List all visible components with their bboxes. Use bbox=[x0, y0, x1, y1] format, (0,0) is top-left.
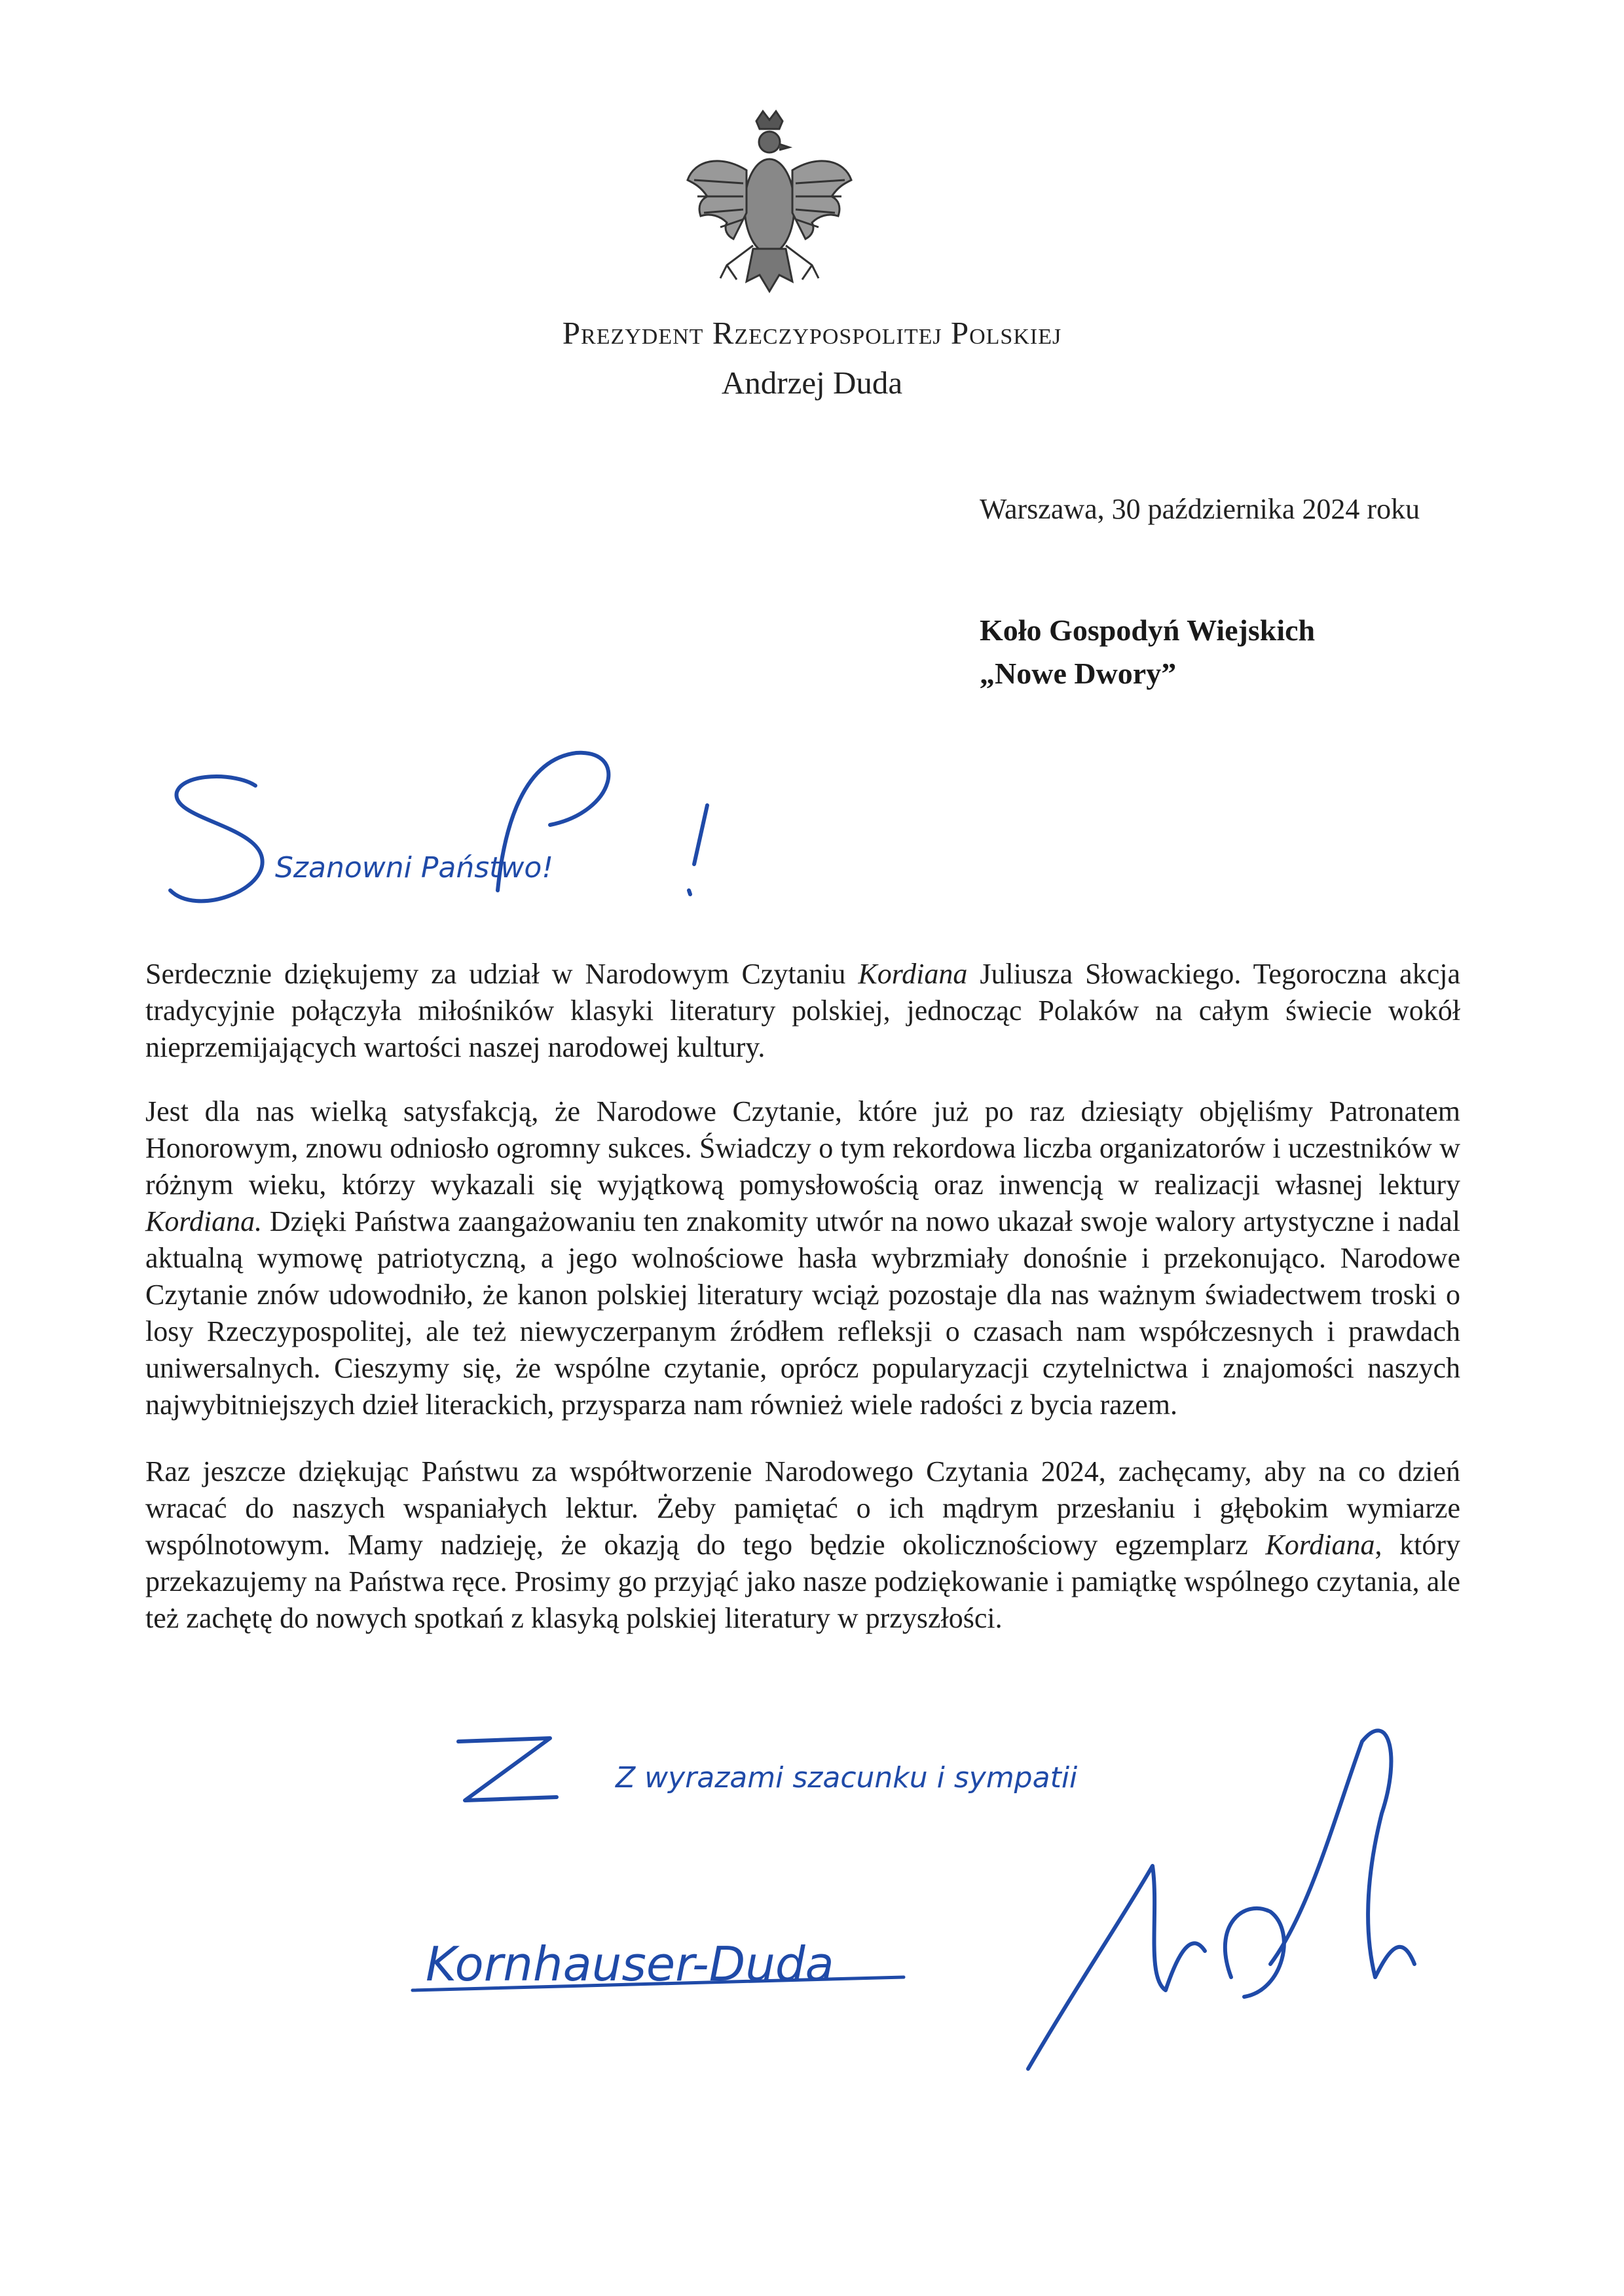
polish-eagle-emblem-icon bbox=[681, 108, 858, 304]
book-title: Kordiana bbox=[858, 958, 968, 990]
header-name: Andrzej Duda bbox=[721, 365, 903, 401]
handwritten-salutation bbox=[157, 727, 747, 943]
header-title: Prezydent Rzeczypospolitej Polskiej bbox=[562, 315, 1062, 351]
signature-left-text: Kornhauser-Duda bbox=[426, 1937, 834, 1992]
paragraph-text: , który przekazujemy na Państwa ręce. Prosimy go przyjąć jako nasze podziękowanie i pamiątkę wspólnego czytania, ale też zachętę do nowych spotkań z klasyką polskiej literatury w przyszłości. bbox=[145, 1529, 1460, 1634]
book-title: Kordiana. bbox=[145, 1205, 263, 1237]
book-title: Kordiana bbox=[1265, 1529, 1375, 1561]
body-paragraph-3 bbox=[145, 1453, 1460, 1637]
body-paragraph-2 bbox=[145, 1093, 1460, 1423]
body-paragraph-1 bbox=[145, 956, 1460, 1066]
paragraph-text: Dzięki Państwa zaangażowaniu ten znakomity utwór na nowo ukazał swoje walory artystyczne i nadal aktualną wymowę patriotyczną, a jego wolnościowe hasła wybrzmiały donośnie i przekonująco. Narodowe Czytanie znów udowodniło, że kanon polskiej literatury wciąż pozostaje dla nas ważnym świadectwem troski o losy Rzeczypospolitej, ale też niewyczerpanym źródłem refleksji o czasach nam współczesnych i prawdach uniwersalnych. Cieszymy się, że wspólne czytanie, oprócz popularyzacji czytelnictwa i znajomości naszych najwybitniejszych dzieł literackich, przysparza nam również wiele radości z bycia razem. bbox=[145, 1205, 1460, 1421]
recipient-block bbox=[980, 609, 1315, 695]
signature-right-icon bbox=[995, 1715, 1467, 2108]
paragraph-text: Raz jeszcze dziękując Państwu za współtworzenie Narodowego Czytania 2024, zachęcamy, aby na co dzień wracać do naszych wspaniałych lektur. Żeby pamiętać o ich mądrym przesłaniu i głębokim wymiarze wspólnotowym. Mamy nadzieję, że okazją do tego będzie okolicznościowy egzemplarz bbox=[145, 1455, 1460, 1561]
paragraph-text: Jest dla nas wielką satysfakcją, że Narodowe Czytanie, które już po raz dziesiąty objęliśmy Patronatem Honorowym, znowu odniosło ogromny sukces. Świadczy o tym rekordowa liczba organizatorów i uczestników w różnym wieku, którzy wykazali się wyjątkową pomysłowością oraz inwencją w realizacji własnej lektury bbox=[145, 1095, 1460, 1201]
letter-date: Warszawa, 30 października 2024 roku bbox=[980, 493, 1420, 525]
paragraph-text: Juliusza Słowackiego. Tegoroczna akcja tradycyjnie połączyła miłośników klasyki literatury polskiej, jednocząc Polaków na całym świecie wokół nieprzemijających wartości naszej narodowej kultury. bbox=[145, 958, 1460, 1063]
recipient-line-2: „Nowe Dwory” bbox=[980, 657, 1177, 690]
signature-left bbox=[406, 1918, 943, 2023]
paragraph-text: Serdecznie dziękujemy za udział w Narodowym Czytaniu bbox=[145, 958, 858, 990]
salutation-text: Szanowni Państwo! bbox=[275, 851, 553, 884]
recipient-line-1: Koło Gospodyń Wiejskich bbox=[980, 613, 1316, 647]
closing-text: Z wyrazami szacunku i sympatii bbox=[616, 1761, 1078, 1795]
